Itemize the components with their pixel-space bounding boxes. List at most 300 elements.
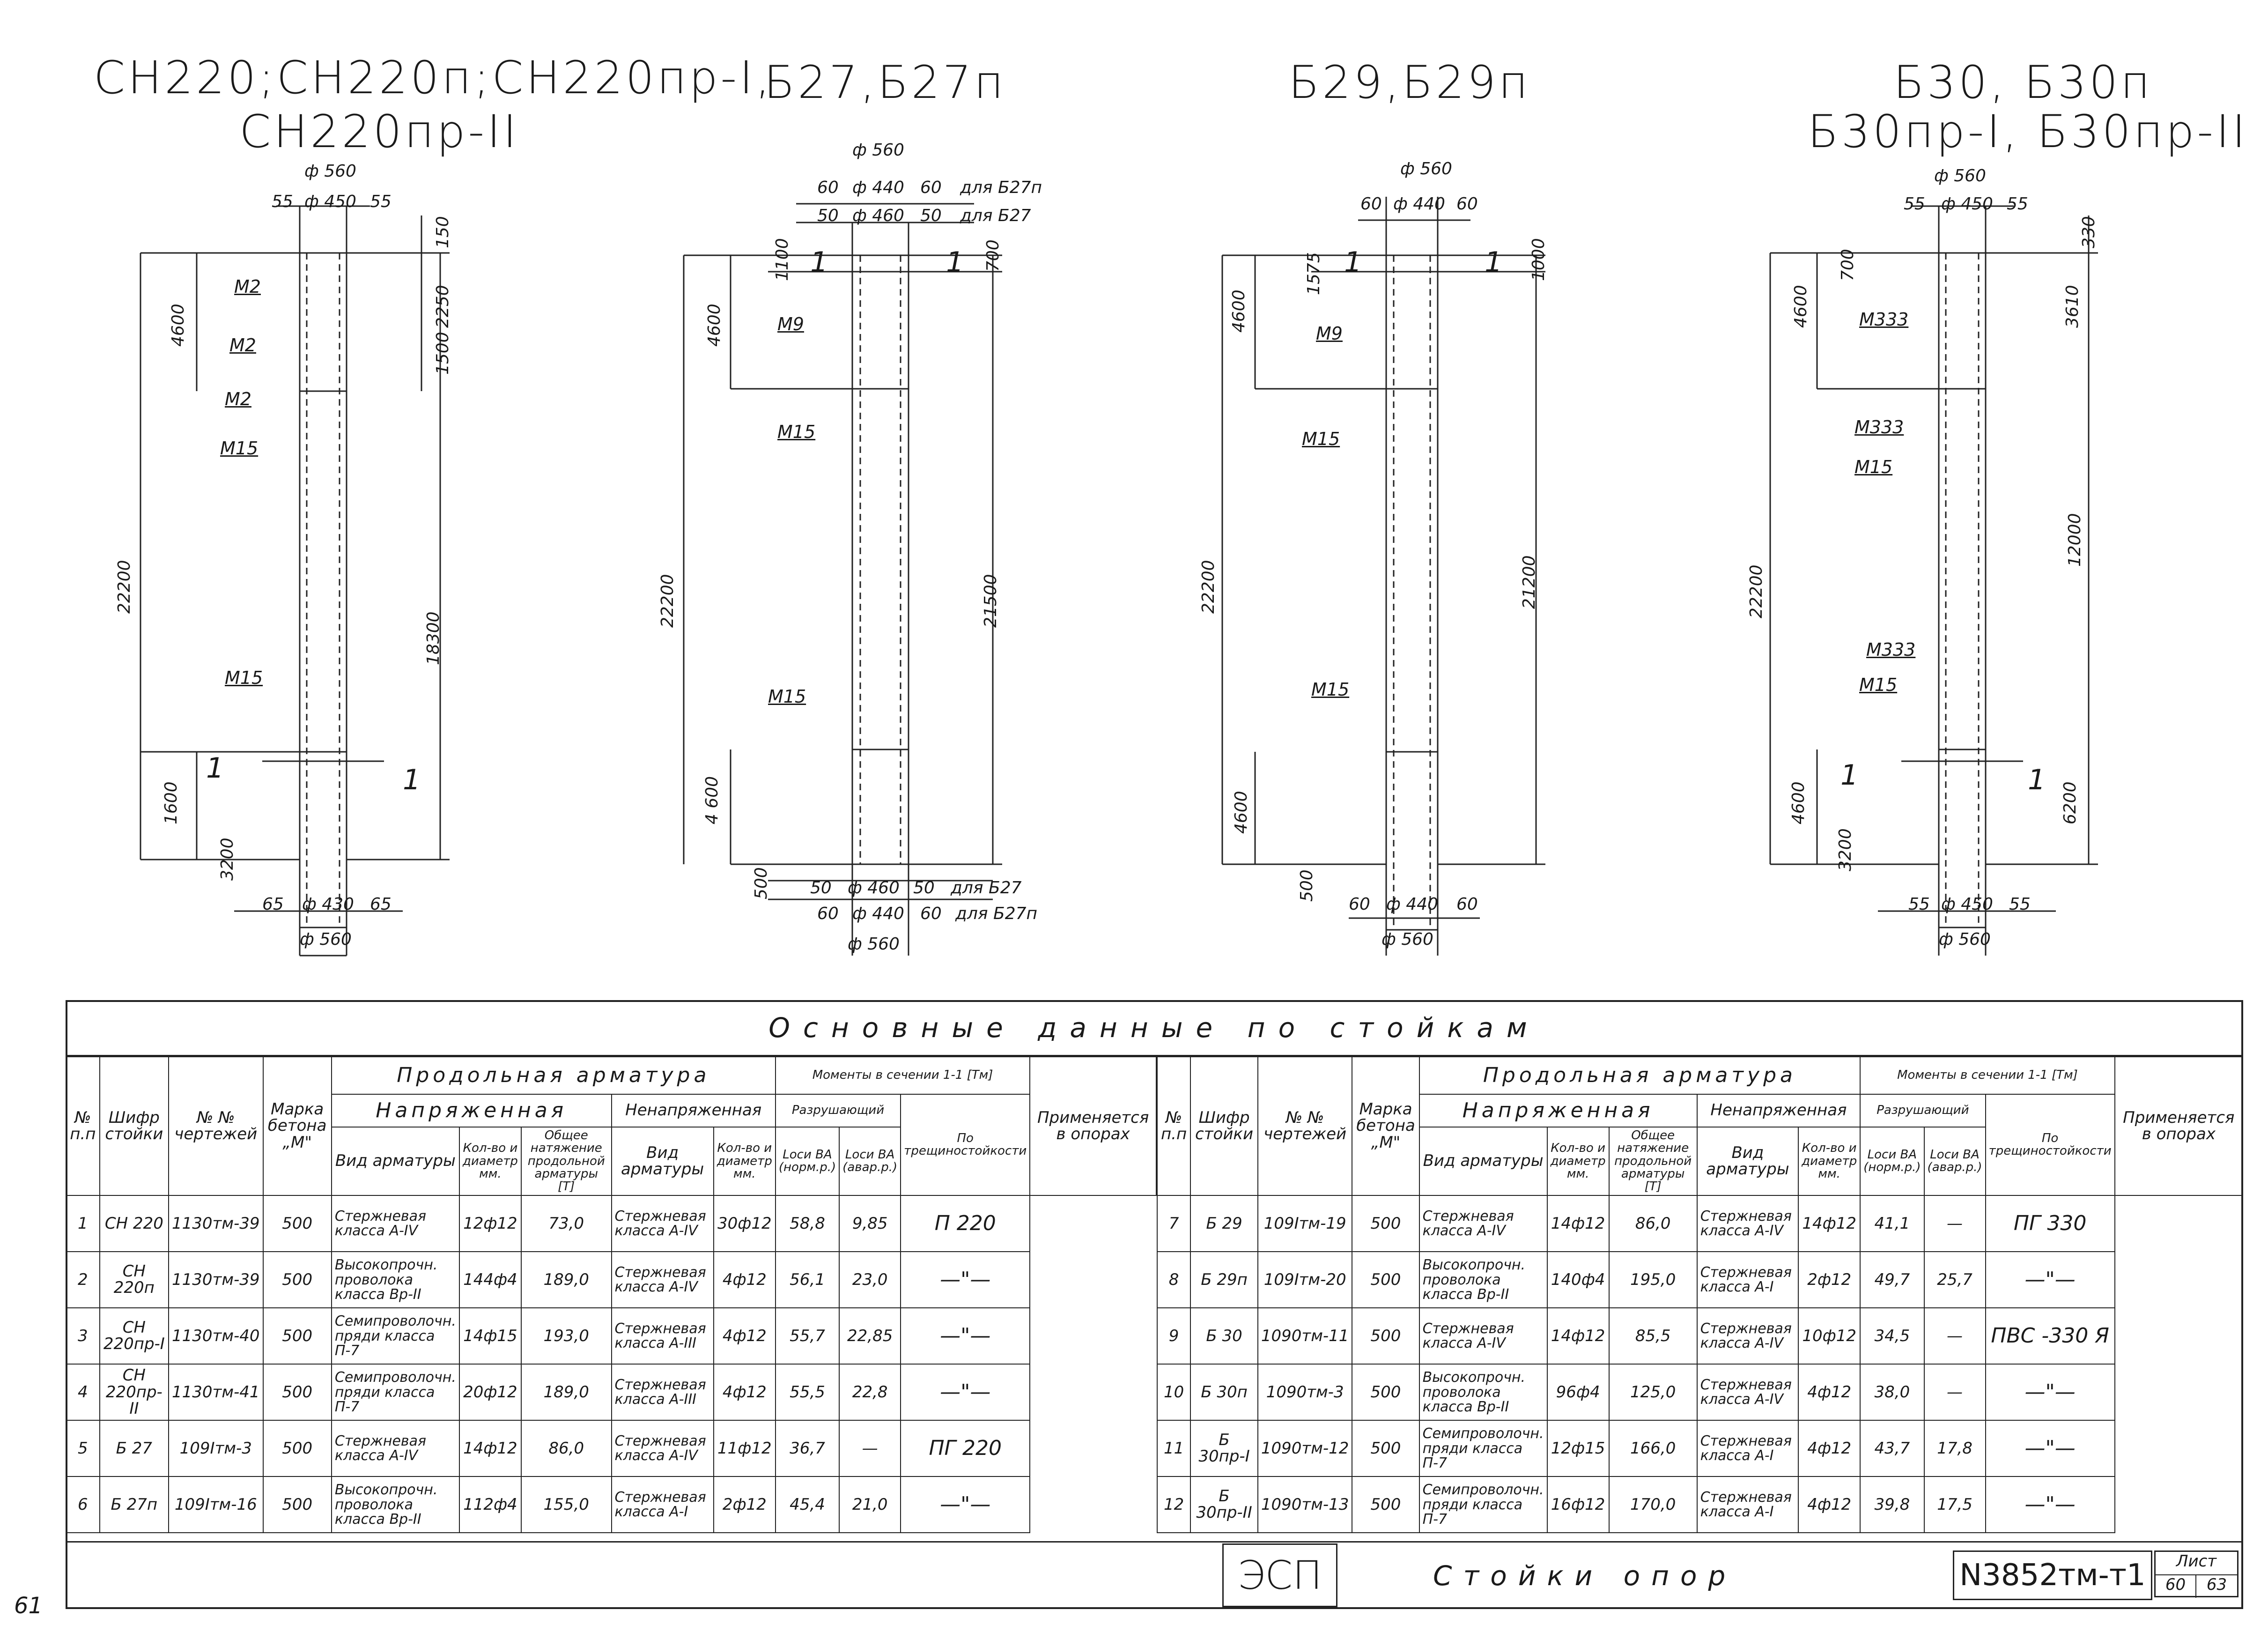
table-cell: Семипроволочн. пряди класса П-7	[332, 1308, 459, 1364]
table-right-body	[1157, 1195, 2243, 1533]
table-cell: 4ф12	[714, 1308, 776, 1364]
th-moments: Моменты в сечении 1-1 [Тм]	[776, 1057, 1030, 1094]
table-row	[1157, 1195, 2243, 1252]
d4-dim-6200: 6200	[2061, 781, 2080, 824]
table-cell: —"—	[1986, 1252, 2115, 1308]
th-total-force-r: Общее натяжение продольной арматуры [Т]	[1609, 1127, 1697, 1195]
d1-dim-150: 150	[433, 216, 452, 248]
table-cell: Стержневая класса А-IV	[1419, 1195, 1547, 1252]
table-cell: 30ф12	[714, 1195, 776, 1252]
d4-top-phi: ф 560	[1934, 166, 1986, 185]
table-cell: Стержневая класса А-I	[1697, 1476, 1798, 1533]
d1-dim-4600: 4600	[169, 304, 188, 347]
table-cell: Стержневая класса А-IV	[612, 1420, 714, 1476]
d2-dim-4600: 4600	[705, 304, 724, 347]
d1-mark-5: М15	[225, 668, 263, 688]
table-cell: Стержневая класса А-I	[1697, 1252, 1798, 1308]
table-cell: —"—	[901, 1476, 1030, 1533]
th-axis-b-r: Lоси ВА (авар.р.)	[1924, 1127, 1986, 1195]
title-col3: Б29,Б29п	[1288, 56, 1531, 109]
table-cell: —"—	[901, 1364, 1030, 1420]
table-cell: 12ф12	[459, 1195, 521, 1252]
table-cell: 58,8	[776, 1195, 839, 1252]
d2-brow1-d: для Б27	[951, 878, 1022, 898]
d1-section-right: 1	[403, 764, 421, 796]
table-cell: 1	[66, 1195, 100, 1252]
d2-row2-a: 50	[817, 206, 839, 225]
table-cell: —"—	[1986, 1364, 2115, 1420]
d2-brow2-c: 60	[920, 904, 942, 923]
d3-bot-left: 60	[1349, 895, 1370, 914]
table-cell: 166,0	[1609, 1420, 1697, 1476]
table-cell: Стержневая класса А-IV	[612, 1195, 714, 1252]
th-prestressed-r: Напряженная	[1419, 1094, 1697, 1127]
table-cell: 7	[1157, 1195, 1190, 1252]
table-cell: 14ф15	[459, 1308, 521, 1364]
footer-doc-no-text: N3852тм-т1	[1959, 1558, 2146, 1593]
d2-mark-3: М15	[768, 686, 806, 707]
d4-section-right: 1	[2028, 764, 2046, 796]
table-cell: 85,5	[1609, 1308, 1697, 1364]
table-cell: 43,7	[1860, 1420, 1924, 1476]
th-total-force: Общее натяжение продольной арматуры [Т]	[521, 1127, 612, 1195]
table-title-bar	[66, 1000, 2243, 1056]
table-row	[1157, 1420, 2243, 1476]
th-grade: Марка бетона „М"	[263, 1057, 332, 1195]
table-cell: 500	[263, 1195, 332, 1252]
d2-brow2-b: ф 440	[852, 904, 904, 923]
table-row	[1157, 1308, 2243, 1364]
d3-top-inner: ф 440	[1393, 194, 1445, 214]
d4-dim-22200: 22200	[1747, 564, 1766, 618]
table-cell: СН 220п	[100, 1252, 169, 1308]
table-cell: 86,0	[521, 1420, 612, 1476]
table-cell: 500	[1352, 1308, 1419, 1364]
table-left	[66, 1056, 1157, 1533]
table-cell: Семипроволочн. пряди класса П-7	[1419, 1476, 1547, 1533]
th-type-2: Вид арматуры	[612, 1127, 714, 1195]
table-cell: Стержневая класса А-III	[612, 1364, 714, 1420]
d3-section-left: 1	[1344, 246, 1362, 279]
d3-top-phi: ф 560	[1400, 159, 1452, 178]
d1-dim-1500: 1500	[433, 332, 452, 375]
table-cell: —"—	[1986, 1420, 2115, 1476]
table-cell: 3	[66, 1308, 100, 1364]
table-cell: 22,8	[839, 1364, 901, 1420]
d4-bot-inner: ф 450	[1941, 895, 1993, 914]
table-cell: 500	[263, 1476, 332, 1533]
d2-row1-a: 60	[817, 178, 839, 197]
table-row	[1157, 1364, 2243, 1420]
table-cell: 21,0	[839, 1476, 901, 1533]
table-cell: 195,0	[1609, 1252, 1697, 1308]
d3-section-right: 1	[1485, 246, 1503, 279]
d2-row2-c: 50	[920, 206, 942, 225]
table-cell: 109Iтм-16	[169, 1476, 263, 1533]
th-axis-b: Lоси ВА (авар.р.)	[839, 1127, 901, 1195]
table-title: Основные данные по стойкам	[768, 1011, 1540, 1044]
d2-mark-2: М15	[777, 422, 816, 442]
d2-brow2-a: 60	[817, 904, 839, 923]
d2-dim-500: 500	[752, 867, 771, 899]
th-breaking-r: Разрушающий	[1860, 1094, 1985, 1127]
table-cell: 38,0	[1860, 1364, 1924, 1420]
table-cell: Стержневая класса А-I	[1697, 1420, 1798, 1476]
d4-top-left: 55	[1904, 194, 1925, 214]
d4-dim-330: 330	[2079, 216, 2098, 248]
table-cell: Б 30	[1190, 1308, 1258, 1364]
d2-dim-22200: 22200	[658, 574, 677, 628]
table-cell: 4ф12	[1798, 1364, 1860, 1420]
d1-dim-22200: 22200	[115, 560, 134, 614]
d1-bot-right: 65	[370, 895, 392, 914]
table-cell: 109Iтм-20	[1258, 1252, 1352, 1308]
table-cell: 1130тм-40	[169, 1308, 263, 1364]
table-cell: П 220	[901, 1195, 1030, 1252]
d3-bot-right: 60	[1456, 895, 1478, 914]
table-cell: 500	[1352, 1420, 1419, 1476]
table-cell: Семипроволочн. пряди класса П-7	[1419, 1420, 1547, 1476]
d1-mark-2: М2	[229, 335, 256, 356]
footer-sheet-total: 63	[2206, 1575, 2227, 1594]
table-cell: —	[839, 1420, 901, 1476]
th-qty-2: Кол-во и диаметр мм.	[714, 1127, 776, 1195]
table-cell: 5	[66, 1420, 100, 1476]
table-cell: СН 220пр-I	[100, 1308, 169, 1364]
table-cell: 14ф12	[1798, 1195, 1860, 1252]
th-cipher: Шифр стойки	[100, 1057, 169, 1195]
d4-mark-2: М333	[1854, 417, 1904, 438]
table-cell: 1130тм-39	[169, 1252, 263, 1308]
d1-dim-1600: 1600	[162, 781, 181, 824]
table-cell: Б 30пр-II	[1190, 1476, 1258, 1533]
table-cell: 16ф12	[1547, 1476, 1609, 1533]
table-cell: 10	[1157, 1364, 1190, 1420]
d3-bot-phi: ф 560	[1381, 930, 1433, 949]
footer-sheet-box	[2154, 1550, 2238, 1597]
d4-dim-4600: 4600	[1791, 285, 1810, 328]
table-cell: Высокопрочн. проволока класса Вр-II	[1419, 1252, 1547, 1308]
table-cell: 12ф15	[1547, 1420, 1609, 1476]
title-col2: Б27,Б27п	[764, 56, 1006, 109]
table-cell: Стержневая класса А-IV	[1697, 1308, 1798, 1364]
table-row	[66, 1476, 1156, 1533]
d2-row1-d: для Б27п	[960, 178, 1042, 197]
d4-top-inner: ф 450	[1941, 194, 1993, 214]
d4-bot-phi: ф 560	[1939, 930, 1991, 949]
d2-brow1-b: ф 460	[848, 878, 900, 898]
footer-doc-no	[1953, 1550, 2152, 1600]
table-cell: 11ф12	[714, 1420, 776, 1476]
d2-dim-4600b: 4 600	[702, 776, 722, 824]
table-cell: 2	[66, 1252, 100, 1308]
footer-org-text: ЭСП	[1237, 1552, 1322, 1598]
table-cell: 1130тм-41	[169, 1364, 263, 1420]
table-cell: 36,7	[776, 1420, 839, 1476]
th-num: № п.п	[66, 1057, 100, 1195]
d2-row1-b: ф 440	[852, 178, 904, 197]
d4-mark-1: М333	[1859, 309, 1909, 330]
d2-row2-d: для Б27	[960, 206, 1031, 225]
table-cell: Стержневая класса А-I	[612, 1476, 714, 1533]
d4-dim-3200: 3200	[1836, 828, 1855, 871]
d3-mark-2: М15	[1302, 429, 1340, 449]
table-cell: 11	[1157, 1420, 1190, 1476]
th-crack-r: По трещиностойкости	[1986, 1094, 2115, 1195]
th-num-r: № п.п	[1157, 1057, 1190, 1195]
table-cell: 9,85	[839, 1195, 901, 1252]
d4-bot-left: 55	[1908, 895, 1930, 914]
d3-mark-1: М9	[1316, 323, 1343, 344]
footer-org	[1222, 1543, 1337, 1607]
d2-brow1-c: 50	[913, 878, 935, 898]
table-cell: Б 29	[1190, 1195, 1258, 1252]
table-cell: 170,0	[1609, 1476, 1697, 1533]
table-cell: 500	[263, 1420, 332, 1476]
th-axis-a-r: Lоси ВА (норм.р.)	[1860, 1127, 1924, 1195]
table-cell: 34,5	[1860, 1308, 1924, 1364]
table-cell: 140ф4	[1547, 1252, 1609, 1308]
table-cell: 4	[66, 1364, 100, 1420]
table-cell: Стержневая класса А-IV	[1697, 1195, 1798, 1252]
d3-dim-500: 500	[1297, 869, 1316, 902]
table-cell: Высокопрочн. проволока класса Вр-II	[1419, 1364, 1547, 1420]
table-cell: 1090тм-13	[1258, 1476, 1352, 1533]
th-type: Вид арматуры	[332, 1127, 459, 1195]
table-cell: 14ф12	[459, 1420, 521, 1476]
footer-line	[66, 1541, 2243, 1543]
table-cell: Стержневая класса А-III	[612, 1308, 714, 1364]
table-cell: Высокопрочн. проволока класса Вр-II	[332, 1476, 459, 1533]
th-axis-a: Lоси ВА (норм.р.)	[776, 1127, 839, 1195]
table-cell: 9	[1157, 1308, 1190, 1364]
th-prestressed: Напряженная	[332, 1094, 612, 1127]
d2-row1-c: 60	[920, 178, 942, 197]
d1-dim-18300: 18300	[424, 611, 443, 665]
title-col4-line1: Б30, Б30п	[1893, 56, 2153, 109]
table-cell: 500	[1352, 1252, 1419, 1308]
table-cell: Б 29п	[1190, 1252, 1258, 1308]
table-cell: Б 27п	[100, 1476, 169, 1533]
table-cell: ПГ 330	[1986, 1195, 2115, 1252]
table-cell: 22,85	[839, 1308, 901, 1364]
th-applied-r: Применяется в опорах	[2115, 1057, 2243, 1195]
table-cell: 17,8	[1924, 1420, 1986, 1476]
table-cell: 86,0	[1609, 1195, 1697, 1252]
table-cell: —	[1924, 1364, 1986, 1420]
table-cell: 8	[1157, 1252, 1190, 1308]
th-crack: По трещиностойкости	[901, 1094, 1030, 1195]
table-cell: 10ф12	[1798, 1308, 1860, 1364]
table-cell: 73,0	[521, 1195, 612, 1252]
table-cell: —	[1924, 1308, 1986, 1364]
table-cell: Б 30пр-I	[1190, 1420, 1258, 1476]
table-cell: Высокопрочн. проволока класса Вр-II	[332, 1252, 459, 1308]
d3-top-right: 60	[1456, 194, 1478, 214]
th-nonprestressed-r: Ненапряженная	[1697, 1094, 1860, 1127]
table-row	[66, 1420, 1156, 1476]
table-cell: 55,7	[776, 1308, 839, 1364]
table-cell: 112ф4	[459, 1476, 521, 1533]
table-row	[1157, 1252, 2243, 1308]
d1-dim-2250: 2250	[433, 285, 452, 328]
d2-mark-1: М9	[777, 314, 804, 334]
th-moments-r: Моменты в сечении 1-1 [Тм]	[1860, 1057, 2114, 1094]
d2-bot-phi: ф 560	[848, 935, 900, 954]
d3-dim-1000: 1000	[1529, 238, 1548, 281]
table-cell: 20ф12	[459, 1364, 521, 1420]
table-left-body	[66, 1195, 1156, 1533]
th-type-r: Вид арматуры	[1419, 1127, 1547, 1195]
table-cell: —"—	[1986, 1476, 2115, 1533]
table-cell: 1090тм-3	[1258, 1364, 1352, 1420]
table-cell: 39,8	[1860, 1476, 1924, 1533]
th-type-2-r: Вид арматуры	[1697, 1127, 1798, 1195]
d1-bot-left: 65	[262, 895, 284, 914]
th-applied: Применяется в опорах	[1030, 1057, 1156, 1195]
table-cell: 2ф12	[1798, 1252, 1860, 1308]
d1-bot-phi: ф 560	[300, 930, 352, 949]
d4-bot-right: 55	[2009, 895, 2031, 914]
table-row	[66, 1195, 1156, 1252]
table-cell: 189,0	[521, 1252, 612, 1308]
d1-bot-inner: ф 430	[302, 895, 354, 914]
d2-brow1-a: 50	[810, 878, 832, 898]
table-cell: 500	[263, 1252, 332, 1308]
title-col1-line2: СН220пр-II	[239, 105, 519, 158]
d3-top-left: 60	[1360, 194, 1382, 214]
footer-sheet-title: Стойки опор	[1433, 1560, 1737, 1592]
table-cell: Стержневая класса А-IV	[332, 1195, 459, 1252]
d2-top-phi: ф 560	[852, 141, 904, 160]
d1-top-inner: ф 450	[304, 192, 356, 211]
d3-mark-3: М15	[1311, 679, 1350, 700]
d4-mark-3: М15	[1854, 457, 1893, 477]
th-qty: Кол-во и диаметр мм.	[459, 1127, 521, 1195]
table-cell: Б 27	[100, 1420, 169, 1476]
table-cell: 14ф12	[1547, 1308, 1609, 1364]
d3-bot-inner: ф 440	[1386, 895, 1438, 914]
table-cell: 23,0	[839, 1252, 901, 1308]
d1-section-left: 1	[206, 752, 224, 785]
th-qty-r: Кол-во и диаметр мм.	[1547, 1127, 1609, 1195]
table-cell: 6	[66, 1476, 100, 1533]
table-cell: 12	[1157, 1476, 1190, 1533]
d4-dim-3610: 3610	[2063, 285, 2082, 328]
table-cell: 1090тм-12	[1258, 1420, 1352, 1476]
d4-dim-700: 700	[1838, 249, 1857, 281]
table-cell: 500	[263, 1364, 332, 1420]
th-grade-r: Марка бетона „М"	[1352, 1057, 1419, 1195]
table-cell: 189,0	[521, 1364, 612, 1420]
d2-row2-b: ф 460	[852, 206, 904, 225]
th-cipher-r: Шифр стойки	[1190, 1057, 1258, 1195]
th-drawings: № № чертежей	[169, 1057, 263, 1195]
table-cell: ПГ 220	[901, 1420, 1030, 1476]
table-row	[1157, 1476, 2243, 1533]
d1-dim-3200: 3200	[218, 838, 237, 881]
table-cell: —"—	[901, 1252, 1030, 1308]
d4-top-right: 55	[2007, 194, 2028, 214]
d1-top-left: 55	[272, 192, 293, 211]
th-long-reinf-r: Продольная арматура	[1419, 1057, 1861, 1094]
table-cell: 56,1	[776, 1252, 839, 1308]
table-cell: 25,7	[1924, 1252, 1986, 1308]
table-cell: 109Iтм-19	[1258, 1195, 1352, 1252]
th-drawings-r: № № чертежей	[1258, 1057, 1352, 1195]
d1-top-phi: ф 560	[304, 162, 356, 181]
table-cell: Стержневая класса А-IV	[332, 1420, 459, 1476]
table-cell: 500	[1352, 1364, 1419, 1420]
table-cell: Семипроволочн. пряди класса П-7	[332, 1364, 459, 1420]
table-row	[66, 1308, 1156, 1364]
table-cell: 1090тм-11	[1258, 1308, 1352, 1364]
table-cell: 125,0	[1609, 1364, 1697, 1420]
d3-dim-4600: 4600	[1229, 289, 1249, 333]
th-breaking: Разрушающий	[776, 1094, 901, 1127]
d4-mark-4: М333	[1866, 639, 1916, 660]
th-nonprestressed: Ненапряженная	[612, 1094, 776, 1127]
table-cell: 144ф4	[459, 1252, 521, 1308]
table-cell: 1130тм-39	[169, 1195, 263, 1252]
d4-section-left: 1	[1840, 759, 1859, 792]
footer-sheet-label: Лист	[2156, 1552, 2237, 1575]
table-cell: 55,5	[776, 1364, 839, 1420]
table-row	[66, 1364, 1156, 1420]
d2-section-left: 1	[810, 246, 828, 279]
d4-dim-4600b: 4600	[1789, 781, 1808, 824]
table-cell: 4ф12	[714, 1364, 776, 1420]
table-cell: 193,0	[521, 1308, 612, 1364]
page-mark: 61	[14, 1593, 43, 1619]
table-cell: 500	[1352, 1195, 1419, 1252]
d1-mark-4: М15	[220, 438, 259, 459]
title-col1-line1: СН220;СН220п;СН220пр-I,	[94, 52, 773, 104]
d4-mark-5: М15	[1859, 675, 1898, 695]
table-right	[1157, 1056, 2243, 1533]
d3-dim-21200: 21200	[1520, 555, 1539, 609]
table-cell: 41,1	[1860, 1195, 1924, 1252]
footer-sheet-num: 60	[2156, 1575, 2196, 1598]
table-cell: Стержневая класса А-IV	[1419, 1308, 1547, 1364]
table-cell: СН 220пр-II	[100, 1364, 169, 1420]
d4-dim-12000: 12000	[2065, 513, 2084, 567]
table-cell: 2ф12	[714, 1476, 776, 1533]
table-cell: 49,7	[1860, 1252, 1924, 1308]
table-cell: 4ф12	[1798, 1476, 1860, 1533]
table-cell: —"—	[901, 1308, 1030, 1364]
table-cell: Стержневая класса А-IV	[612, 1252, 714, 1308]
table-cell: 500	[263, 1308, 332, 1364]
th-qty-2-r: Кол-во и диаметр мм.	[1798, 1127, 1860, 1195]
d1-top-right: 55	[370, 192, 392, 211]
table-cell: ПВС -330 Я	[1986, 1308, 2115, 1364]
table-cell: 500	[1352, 1476, 1419, 1533]
table-cell: 14ф12	[1547, 1195, 1609, 1252]
table-cell: —	[1924, 1195, 1986, 1252]
d2-dim-1100: 1100	[773, 238, 792, 281]
table-cell: 109Iтм-3	[169, 1420, 263, 1476]
th-long-reinf: Продольная арматура	[332, 1057, 776, 1094]
d2-section-right: 1	[946, 246, 964, 279]
table-cell: 4ф12	[1798, 1420, 1860, 1476]
table-row	[66, 1252, 1156, 1308]
d1-mark-3: М2	[225, 389, 251, 409]
d3-dim-22200: 22200	[1199, 560, 1218, 614]
table-cell: 17,5	[1924, 1476, 1986, 1533]
table-cell: Стержневая класса А-IV	[1697, 1364, 1798, 1420]
table-cell: 4ф12	[714, 1252, 776, 1308]
